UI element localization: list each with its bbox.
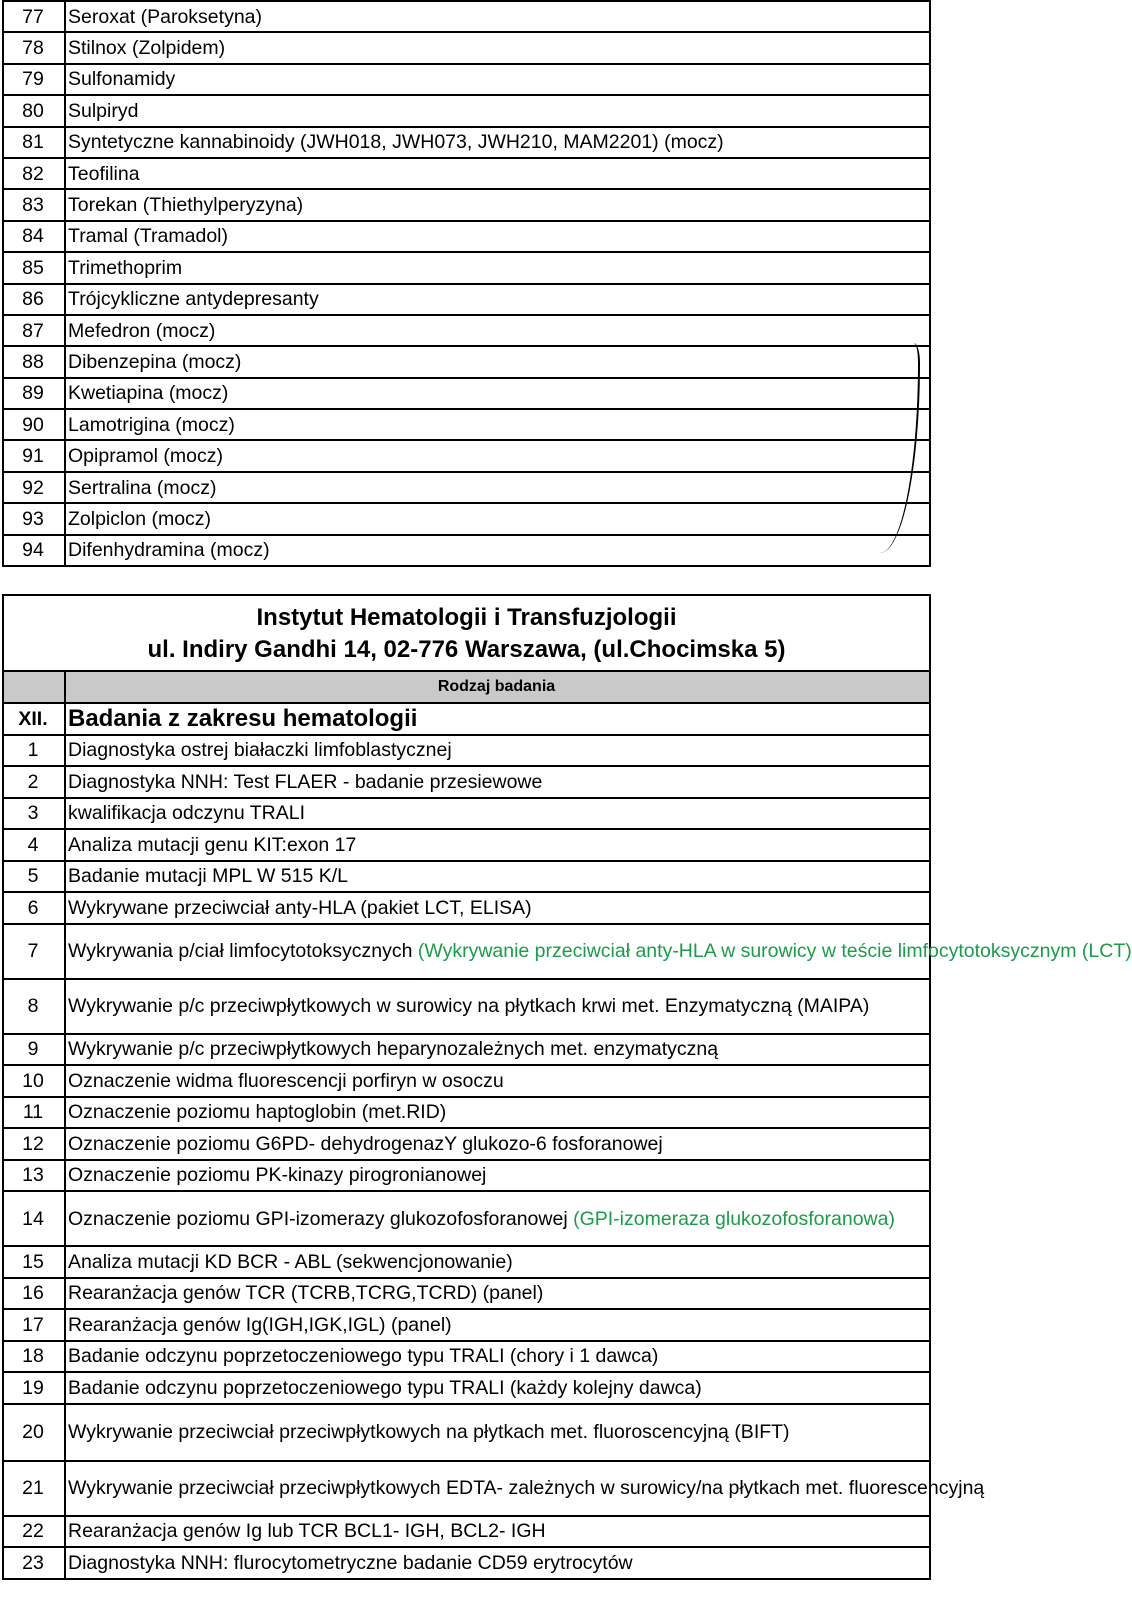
- drug-test-table-body: [3, 1, 930, 566]
- row-number: 15: [3, 1246, 65, 1278]
- blank-cell: [844, 64, 930, 95]
- row-number: 12: [3, 1128, 65, 1160]
- row-number: 23: [3, 1547, 65, 1579]
- test-name: kwalifikacja odczynu TRALI: [65, 798, 930, 830]
- row-number: 81: [3, 127, 65, 158]
- row-number: 85: [3, 252, 65, 283]
- table-row: [3, 409, 930, 440]
- row-number: 89: [3, 378, 65, 409]
- institute-name: Instytut Hematologii i Transfuzjologii: [256, 604, 677, 631]
- row-number: 20: [3, 1404, 65, 1461]
- test-name-cell: [65, 1191, 930, 1246]
- row-number: 78: [3, 32, 65, 63]
- test-name-note: (GPI-izomeraza glukozofosforanowa): [573, 1207, 895, 1230]
- row-number: 9: [3, 1034, 65, 1066]
- table-row: [3, 1547, 930, 1579]
- test-name: Sulpiryd: [65, 95, 844, 126]
- row-number: 92: [3, 472, 65, 503]
- test-name: Oznaczenie poziomu GPI-izomerazy glukozofosforanowej: [68, 1207, 574, 1230]
- section-title: Badania z zakresu hematologii: [65, 703, 930, 735]
- table-row: [3, 892, 930, 924]
- hematology-table: [2, 594, 1132, 1580]
- table-row: [3, 315, 930, 346]
- test-name: Wykrywanie przeciwciał przeciwpłytkowych na płytkach met. fluoroscencyjną (BIFT): [65, 1404, 930, 1461]
- test-name-note: (Wykrywanie przeciwciał anty-HLA w surowicy w teście limfocytotoksycznym (LCT): [417, 940, 1132, 962]
- table-row: [3, 1065, 930, 1097]
- test-name: Badanie mutacji MPL W 515 K/L: [65, 861, 930, 893]
- table-row: [3, 924, 930, 979]
- column-header-row: [3, 671, 930, 703]
- test-name: Wykrywanie przeciwciał przeciwpłytkowych EDTA- zależnych w surowicy/na płytkach met. fluorescencyjną: [65, 1461, 930, 1516]
- test-name: Oznaczenie poziomu PK-kinazy pirogronianowej: [65, 1160, 930, 1192]
- test-name: Trimethoprim: [65, 252, 844, 283]
- test-name: Wykrywanie p/c przeciwpłytkowych w surowicy na płytkach krwi met. Enzymatyczną (MAIPA): [65, 979, 930, 1034]
- test-name: Wykrywanie p/c przeciwpłytkowych heparynozależnych met. enzymatyczną: [65, 1034, 930, 1066]
- row-number: 21: [3, 1461, 65, 1516]
- test-name: Badanie odczynu poprzetoczeniowego typu TRALI (chory i 1 dawca): [65, 1341, 930, 1373]
- row-number: 5: [3, 861, 65, 893]
- table-row: [3, 1341, 930, 1373]
- column-header-rodzaj-badania: Rodzaj badania: [65, 671, 930, 703]
- test-name: Lamotrigina (mocz): [65, 409, 844, 440]
- table-row: [3, 766, 930, 798]
- row-number: 77: [3, 1, 65, 32]
- test-name: Kwetiapina (mocz): [65, 378, 844, 409]
- institute-header-row: [3, 595, 930, 671]
- row-number: 4: [3, 829, 65, 861]
- table-row: [3, 472, 930, 503]
- test-name: Trójcykliczne antydepresanty: [65, 284, 844, 315]
- table-row: [3, 1372, 930, 1404]
- test-name: Wykrywane przeciwciał anty-HLA (pakiet LCT, ELISA): [65, 892, 930, 924]
- drug-test-table: [2, 0, 931, 567]
- hematology-table-body: [3, 595, 1132, 1579]
- table-row: [3, 252, 930, 283]
- test-name: Teofilina: [65, 158, 844, 189]
- row-number: 83: [3, 189, 65, 220]
- test-name: Stilnox (Zolpidem): [65, 32, 844, 63]
- test-name: Difenhydramina (mocz): [65, 535, 844, 566]
- table-row: [3, 798, 930, 830]
- blank-cell: [844, 315, 930, 346]
- table-row: [3, 1, 930, 32]
- row-number: 87: [3, 315, 65, 346]
- table-row: [3, 1191, 930, 1246]
- row-number: 94: [3, 535, 65, 566]
- table-row: [3, 1461, 930, 1516]
- table-row: [3, 829, 930, 861]
- table-row: [3, 1309, 930, 1341]
- row-number: 91: [3, 440, 65, 471]
- table-row: [3, 32, 930, 63]
- table-row: [3, 221, 930, 252]
- test-name: Opipramol (mocz): [65, 440, 844, 471]
- row-number: 93: [3, 503, 65, 534]
- test-name: Oznaczenie poziomu G6PD- dehydrogenazY glukozo-6 fosforanowej: [65, 1128, 930, 1160]
- test-name-cell: [65, 924, 1132, 979]
- row-number: 90: [3, 409, 65, 440]
- institute-header: [3, 595, 930, 671]
- row-number: 14: [3, 1191, 65, 1246]
- table-row: [3, 1404, 930, 1461]
- test-name: Badanie odczynu poprzetoczeniowego typu TRALI (każdy kolejny dawca): [65, 1372, 930, 1404]
- blank-header-cell: [3, 671, 65, 703]
- blank-cell: [844, 32, 930, 63]
- row-number: 79: [3, 64, 65, 95]
- row-number: 17: [3, 1309, 65, 1341]
- blank-cell: [844, 284, 930, 315]
- row-number: 11: [3, 1097, 65, 1129]
- row-number: 88: [3, 346, 65, 377]
- row-number: 6: [3, 892, 65, 924]
- test-name: Mefedron (mocz): [65, 315, 844, 346]
- blank-cell: [844, 252, 930, 283]
- table-row: [3, 346, 930, 377]
- blank-cell: [844, 127, 930, 158]
- row-number: 84: [3, 221, 65, 252]
- test-name: Diagnostyka ostrej białaczki limfoblastycznej: [65, 735, 930, 767]
- blank-cell: [844, 95, 930, 126]
- table-row: [3, 535, 930, 566]
- table-row: [3, 503, 930, 534]
- test-name: Torekan (Thiethylperyzyna): [65, 189, 844, 220]
- table-row: [3, 1097, 930, 1129]
- row-number: 1: [3, 735, 65, 767]
- test-name: Syntetyczne kannabinoidy (JWH018, JWH073, JWH210, MAM2201) (mocz): [65, 127, 844, 158]
- test-name: Sulfonamidy: [65, 64, 844, 95]
- section-number: XII.: [3, 703, 65, 735]
- test-name: Zolpiclon (mocz): [65, 503, 844, 534]
- table-row: [3, 735, 930, 767]
- row-number: 86: [3, 284, 65, 315]
- table-row: [3, 95, 930, 126]
- row-number: 8: [3, 979, 65, 1034]
- test-name: Oznaczenie poziomu haptoglobin (met.RID): [65, 1097, 930, 1129]
- test-name: Rearanżacja genów Ig lub TCR BCL1- IGH, BCL2- IGH: [65, 1516, 930, 1548]
- test-name: Wykrywania p/ciał limfocytotoksycznych: [68, 940, 418, 962]
- table-row: [3, 1516, 930, 1548]
- table-row: [3, 1160, 930, 1192]
- test-name: Analiza mutacji KD BCR - ABL (sekwencjonowanie): [65, 1246, 930, 1278]
- table-row: [3, 1128, 930, 1160]
- row-number: 82: [3, 158, 65, 189]
- row-number: 16: [3, 1278, 65, 1310]
- blank-cell: [844, 1, 930, 32]
- table-row: [3, 1034, 930, 1066]
- row-number: 13: [3, 1160, 65, 1192]
- table-row: [3, 979, 930, 1034]
- section-row: [3, 703, 930, 735]
- test-name: Oznaczenie widma fluorescencji porfiryn w osoczu: [65, 1065, 930, 1097]
- table-row: [3, 861, 930, 893]
- test-name: Tramal (Tramadol): [65, 221, 844, 252]
- test-name: Analiza mutacji genu KIT:exon 17: [65, 829, 930, 861]
- row-number: 18: [3, 1341, 65, 1373]
- row-number: 19: [3, 1372, 65, 1404]
- blank-cell: [844, 158, 930, 189]
- table-row: [3, 158, 930, 189]
- table-row: [3, 440, 930, 471]
- test-name: Dibenzepina (mocz): [65, 346, 844, 377]
- row-number: 80: [3, 95, 65, 126]
- blank-cell: [844, 189, 930, 220]
- test-name: Diagnostyka NNH: Test FLAER - badanie przesiewowe: [65, 766, 930, 798]
- test-name: Rearanżacja genów TCR (TCRB,TCRG,TCRD) (panel): [65, 1278, 930, 1310]
- table-row: [3, 1246, 930, 1278]
- test-name: Seroxat (Paroksetyna): [65, 1, 844, 32]
- test-name: Rearanżacja genów Ig(IGH,IGK,IGL) (panel): [65, 1309, 930, 1341]
- row-number: 2: [3, 766, 65, 798]
- institute-address: ul. Indiry Gandhi 14, 02-776 Warszawa, (ul.Chocimska 5): [147, 636, 786, 663]
- row-number: 3: [3, 798, 65, 830]
- table-row: [3, 378, 930, 409]
- blank-cell: [844, 221, 930, 252]
- table-row: [3, 127, 930, 158]
- table-row: [3, 284, 930, 315]
- row-number: 7: [3, 924, 65, 979]
- test-name: Sertralina (mocz): [65, 472, 844, 503]
- table-row: [3, 64, 930, 95]
- table-row: [3, 189, 930, 220]
- row-number: 10: [3, 1065, 65, 1097]
- test-name: Diagnostyka NNH: flurocytometryczne badanie CD59 erytrocytów: [65, 1547, 930, 1579]
- table-row: [3, 1278, 930, 1310]
- row-number: 22: [3, 1516, 65, 1548]
